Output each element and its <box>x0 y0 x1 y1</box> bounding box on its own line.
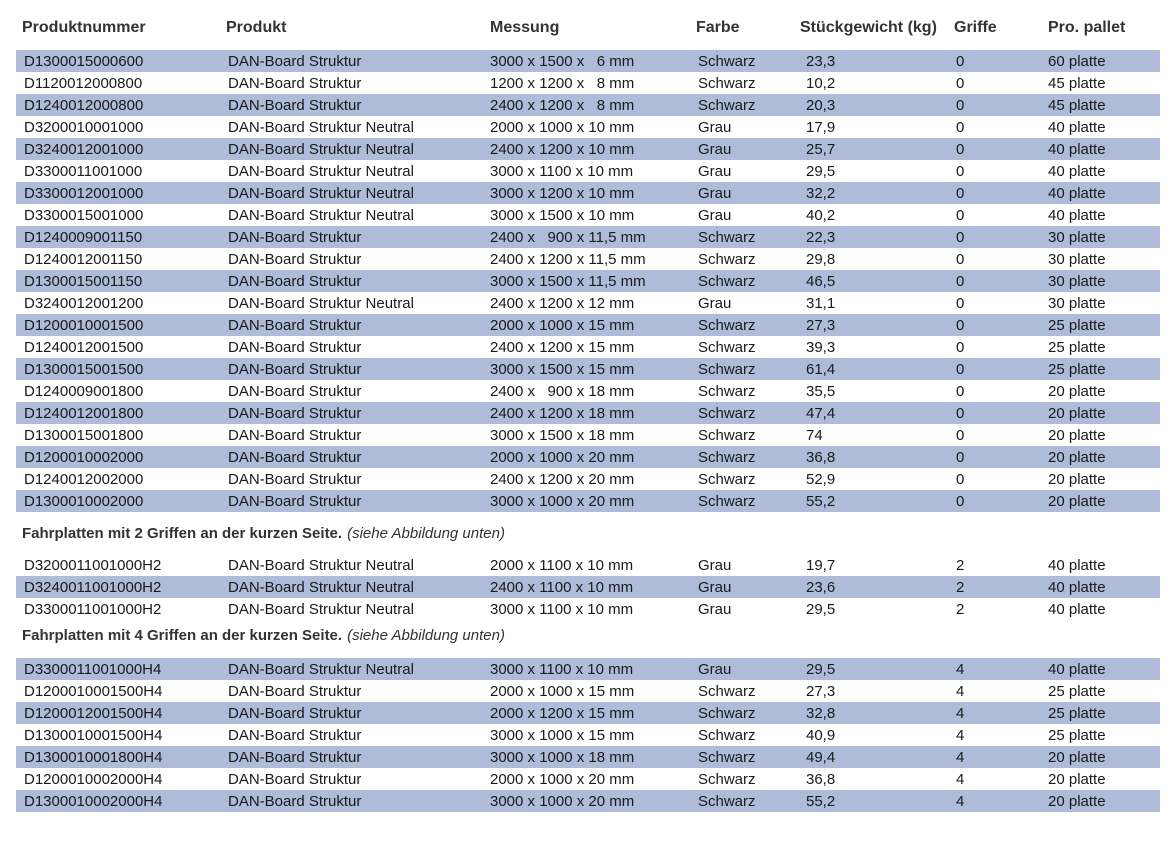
cell-produkt: DAN-Board Struktur <box>228 492 362 510</box>
cell-gewicht: 29,8 <box>806 250 836 268</box>
cell-farbe: Schwarz <box>698 228 756 246</box>
cell-produktnummer: D1300010002000H4 <box>24 792 163 810</box>
cell-gewicht: 27,3 <box>806 682 836 700</box>
cell-griffe: 0 <box>956 316 965 334</box>
table-row <box>16 554 1160 576</box>
cell-farbe: Schwarz <box>698 74 756 92</box>
cell-griffe: 4 <box>956 726 965 744</box>
cell-gewicht: 39,3 <box>806 338 836 356</box>
cell-messung: 3000 x 1100 x 10 mm <box>490 162 634 180</box>
table-row <box>16 292 1160 314</box>
cell-produkt: DAN-Board Struktur <box>228 382 362 400</box>
cell-produkt: DAN-Board Struktur Neutral <box>228 294 414 312</box>
table-row <box>16 490 1160 512</box>
table-row <box>16 680 1160 702</box>
cell-messung: 2400 x 900 x 11,5 mm <box>490 228 646 246</box>
cell-pallet: 40 platte <box>1048 206 1106 224</box>
cell-messung: 3000 x 1500 x 11,5 mm <box>490 272 646 290</box>
cell-messung: 3000 x 1500 x 15 mm <box>490 360 635 378</box>
table-row <box>16 314 1160 336</box>
cell-produkt: DAN-Board Struktur <box>228 682 362 700</box>
table-row <box>16 160 1160 182</box>
cell-griffe: 0 <box>956 140 965 158</box>
cell-griffe: 0 <box>956 206 965 224</box>
cell-produkt: DAN-Board Struktur <box>228 704 362 722</box>
cell-pallet: 20 platte <box>1048 792 1106 810</box>
cell-farbe: Grau <box>698 660 732 678</box>
cell-griffe: 0 <box>956 184 965 202</box>
cell-messung: 2000 x 1000 x 20 mm <box>490 770 635 788</box>
table-row <box>16 116 1160 138</box>
cell-gewicht: 32,2 <box>806 184 836 202</box>
cell-pallet: 25 platte <box>1048 338 1106 356</box>
cell-messung: 2400 x 900 x 18 mm <box>490 382 635 400</box>
cell-gewicht: 27,3 <box>806 316 836 334</box>
cell-messung: 2000 x 1000 x 15 mm <box>490 682 635 700</box>
section-note-2-griffe <box>16 518 1160 548</box>
cell-griffe: 0 <box>956 118 965 136</box>
cell-griffe: 0 <box>956 492 965 510</box>
cell-farbe: Schwarz <box>698 316 756 334</box>
cell-griffe: 2 <box>956 600 965 618</box>
section-note-hint: (siehe Abbildung unten) <box>347 626 505 644</box>
cell-farbe: Schwarz <box>698 448 756 466</box>
header-griffe: Griffe <box>954 19 997 36</box>
cell-pallet: 25 platte <box>1048 316 1106 334</box>
cell-pallet: 20 platte <box>1048 448 1106 466</box>
table-row <box>16 270 1160 292</box>
cell-produktnummer: D1120012000800 <box>24 74 143 92</box>
cell-griffe: 0 <box>956 272 965 290</box>
cell-gewicht: 17,9 <box>806 118 836 136</box>
cell-produktnummer: D3240012001200 <box>24 294 144 312</box>
cell-farbe: Grau <box>698 140 732 158</box>
cell-gewicht: 35,5 <box>806 382 836 400</box>
table-row <box>16 658 1160 680</box>
cell-produkt: DAN-Board Struktur Neutral <box>228 578 414 596</box>
table-row <box>16 790 1160 812</box>
cell-pallet: 40 platte <box>1048 184 1106 202</box>
cell-pallet: 40 platte <box>1048 118 1106 136</box>
cell-messung: 3000 x 1500 x 10 mm <box>490 206 635 224</box>
cell-griffe: 0 <box>956 338 965 356</box>
cell-pallet: 45 platte <box>1048 74 1106 92</box>
cell-gewicht: 19,7 <box>806 556 836 574</box>
section-note-title: Fahrplatten mit 4 Griffen an der kurzen Seite. <box>22 626 343 644</box>
cell-produkt: DAN-Board Struktur Neutral <box>228 162 414 180</box>
cell-pallet: 40 platte <box>1048 140 1106 158</box>
cell-griffe: 0 <box>956 96 965 114</box>
cell-pallet: 20 platte <box>1048 748 1106 766</box>
cell-produkt: DAN-Board Struktur <box>228 470 362 488</box>
cell-produktnummer: D1240012001800 <box>24 404 144 422</box>
cell-produkt: DAN-Board Struktur <box>228 316 362 334</box>
table-row <box>16 182 1160 204</box>
cell-messung: 3000 x 1200 x 10 mm <box>490 184 635 202</box>
table-row <box>16 746 1160 768</box>
table-header <box>16 14 1160 42</box>
cell-produkt: DAN-Board Struktur <box>228 52 362 70</box>
cell-pallet: 20 platte <box>1048 426 1106 444</box>
cell-produktnummer: D1300015001800 <box>24 426 144 444</box>
table-row <box>16 702 1160 724</box>
cell-gewicht: 74 <box>806 426 823 444</box>
cell-produktnummer: D1300010001800H4 <box>24 748 163 766</box>
cell-gewicht: 46,5 <box>806 272 836 290</box>
cell-produktnummer: D1200010002000H4 <box>24 770 163 788</box>
cell-produkt: DAN-Board Struktur <box>228 792 362 810</box>
cell-griffe: 0 <box>956 52 965 70</box>
header-produkt: Produkt <box>226 19 287 36</box>
cell-messung: 1200 x 1200 x 8 mm <box>490 74 635 92</box>
table-row <box>16 768 1160 790</box>
table-row <box>16 380 1160 402</box>
cell-gewicht: 36,8 <box>806 770 836 788</box>
cell-farbe: Grau <box>698 206 732 224</box>
cell-produkt: DAN-Board Struktur Neutral <box>228 556 414 574</box>
cell-produkt: DAN-Board Struktur <box>228 360 362 378</box>
cell-pallet: 30 platte <box>1048 272 1106 290</box>
table-row <box>16 598 1160 620</box>
cell-gewicht: 55,2 <box>806 492 836 510</box>
cell-produktnummer: D1300015000600 <box>24 52 144 70</box>
cell-gewicht: 40,9 <box>806 726 836 744</box>
table-row <box>16 468 1160 490</box>
cell-farbe: Schwarz <box>698 250 756 268</box>
cell-messung: 3000 x 1000 x 18 mm <box>490 748 635 766</box>
cell-griffe: 0 <box>956 470 965 488</box>
cell-gewicht: 20,3 <box>806 96 836 114</box>
cell-produktnummer: D3240012001000 <box>24 140 144 158</box>
cell-produkt: DAN-Board Struktur <box>228 96 362 114</box>
cell-produktnummer: D1300010001500H4 <box>24 726 163 744</box>
cell-griffe: 0 <box>956 250 965 268</box>
cell-produktnummer: D1240012001150 <box>24 250 143 268</box>
cell-produktnummer: D3200010001000 <box>24 118 144 136</box>
header-pallet: Pro. pallet <box>1048 19 1126 36</box>
cell-farbe: Grau <box>698 294 732 312</box>
cell-messung: 2400 x 1200 x 20 mm <box>490 470 635 488</box>
cell-messung: 2000 x 1000 x 15 mm <box>490 316 635 334</box>
cell-produktnummer: D1240009001800 <box>24 382 144 400</box>
product-table-main <box>16 50 1160 512</box>
cell-griffe: 0 <box>956 74 965 92</box>
cell-messung: 3000 x 1000 x 20 mm <box>490 492 635 510</box>
cell-griffe: 0 <box>956 404 965 422</box>
cell-produktnummer: D3300011001000H2 <box>24 600 162 618</box>
cell-messung: 2400 x 1200 x 8 mm <box>490 96 635 114</box>
cell-produkt: DAN-Board Struktur <box>228 272 362 290</box>
cell-farbe: Schwarz <box>698 426 756 444</box>
cell-gewicht: 29,5 <box>806 600 836 618</box>
cell-griffe: 0 <box>956 294 965 312</box>
cell-produktnummer: D3200011001000H2 <box>24 556 162 574</box>
cell-gewicht: 10,2 <box>806 74 836 92</box>
cell-gewicht: 47,4 <box>806 404 836 422</box>
header-produktnummer: Produktnummer <box>22 19 146 36</box>
cell-produkt: DAN-Board Struktur <box>228 228 362 246</box>
section-note-title: Fahrplatten mit 2 Griffen an der kurzen Seite. <box>22 524 343 542</box>
cell-messung: 3000 x 1500 x 18 mm <box>490 426 635 444</box>
cell-messung: 2400 x 1200 x 12 mm <box>490 294 635 312</box>
cell-griffe: 2 <box>956 578 965 596</box>
table-row <box>16 248 1160 270</box>
table-row <box>16 358 1160 380</box>
cell-messung: 3000 x 1000 x 15 mm <box>490 726 635 744</box>
cell-gewicht: 23,6 <box>806 578 836 596</box>
cell-gewicht: 31,1 <box>806 294 836 312</box>
cell-pallet: 20 platte <box>1048 404 1106 422</box>
cell-griffe: 0 <box>956 162 965 180</box>
cell-pallet: 20 platte <box>1048 382 1106 400</box>
cell-farbe: Grau <box>698 578 732 596</box>
cell-produkt: DAN-Board Struktur Neutral <box>228 118 414 136</box>
cell-produktnummer: D1200010001500 <box>24 316 144 334</box>
cell-pallet: 40 platte <box>1048 578 1106 596</box>
cell-farbe: Grau <box>698 184 732 202</box>
cell-produkt: DAN-Board Struktur <box>228 250 362 268</box>
cell-produktnummer: D1240012000800 <box>24 96 144 114</box>
cell-messung: 2400 x 1200 x 10 mm <box>490 140 635 158</box>
header-gewicht: Stückgewicht (kg) <box>800 19 937 36</box>
cell-produktnummer: D3300011001000 <box>24 162 143 180</box>
cell-messung: 2000 x 1100 x 10 mm <box>490 556 634 574</box>
cell-farbe: Schwarz <box>698 704 756 722</box>
cell-messung: 2400 x 1200 x 18 mm <box>490 404 635 422</box>
cell-produkt: DAN-Board Struktur <box>228 404 362 422</box>
cell-pallet: 40 platte <box>1048 556 1106 574</box>
cell-gewicht: 52,9 <box>806 470 836 488</box>
cell-messung: 2000 x 1000 x 10 mm <box>490 118 635 136</box>
cell-produkt: DAN-Board Struktur Neutral <box>228 600 414 618</box>
cell-pallet: 25 platte <box>1048 360 1106 378</box>
section-note-4-griffe <box>16 620 1160 650</box>
section-note-hint: (siehe Abbildung unten) <box>347 524 505 542</box>
cell-messung: 2000 x 1200 x 15 mm <box>490 704 635 722</box>
cell-pallet: 40 platte <box>1048 162 1106 180</box>
cell-pallet: 30 platte <box>1048 228 1106 246</box>
cell-produkt: DAN-Board Struktur Neutral <box>228 140 414 158</box>
cell-produkt: DAN-Board Struktur Neutral <box>228 184 414 202</box>
cell-griffe: 4 <box>956 792 965 810</box>
cell-produktnummer: D1300010002000 <box>24 492 144 510</box>
cell-griffe: 2 <box>956 556 965 574</box>
cell-gewicht: 23,3 <box>806 52 836 70</box>
cell-farbe: Schwarz <box>698 52 756 70</box>
cell-produktnummer: D1200010002000 <box>24 448 144 466</box>
table-row <box>16 226 1160 248</box>
cell-messung: 3000 x 1100 x 10 mm <box>490 600 634 618</box>
cell-farbe: Schwarz <box>698 404 756 422</box>
cell-griffe: 0 <box>956 448 965 466</box>
cell-gewicht: 25,7 <box>806 140 836 158</box>
cell-gewicht: 22,3 <box>806 228 836 246</box>
table-row <box>16 402 1160 424</box>
cell-produktnummer: D1240012002000 <box>24 470 144 488</box>
cell-pallet: 25 platte <box>1048 682 1106 700</box>
cell-farbe: Grau <box>698 600 732 618</box>
cell-pallet: 40 platte <box>1048 660 1106 678</box>
cell-farbe: Schwarz <box>698 492 756 510</box>
cell-produkt: DAN-Board Struktur <box>228 770 362 788</box>
cell-farbe: Schwarz <box>698 360 756 378</box>
cell-gewicht: 36,8 <box>806 448 836 466</box>
cell-produktnummer: D1300015001500 <box>24 360 144 378</box>
cell-griffe: 4 <box>956 748 965 766</box>
cell-griffe: 0 <box>956 382 965 400</box>
cell-griffe: 4 <box>956 704 965 722</box>
cell-produkt: DAN-Board Struktur <box>228 74 362 92</box>
cell-produktnummer: D1200010001500H4 <box>24 682 163 700</box>
cell-farbe: Schwarz <box>698 770 756 788</box>
table-row <box>16 724 1160 746</box>
cell-pallet: 60 platte <box>1048 52 1106 70</box>
cell-produktnummer: D3300015001000 <box>24 206 144 224</box>
cell-produkt: DAN-Board Struktur Neutral <box>228 660 414 678</box>
cell-gewicht: 29,5 <box>806 660 836 678</box>
cell-pallet: 30 platte <box>1048 294 1106 312</box>
cell-messung: 3000 x 1100 x 10 mm <box>490 660 634 678</box>
cell-gewicht: 49,4 <box>806 748 836 766</box>
cell-farbe: Schwarz <box>698 726 756 744</box>
product-table-4-griffe <box>16 658 1160 812</box>
header-messung: Messung <box>490 19 560 36</box>
table-row <box>16 446 1160 468</box>
table-row <box>16 424 1160 446</box>
cell-farbe: Schwarz <box>698 792 756 810</box>
cell-griffe: 0 <box>956 426 965 444</box>
cell-farbe: Grau <box>698 556 732 574</box>
cell-farbe: Grau <box>698 118 732 136</box>
table-row <box>16 50 1160 72</box>
cell-produktnummer: D1300015001150 <box>24 272 143 290</box>
cell-produktnummer: D1240012001500 <box>24 338 144 356</box>
cell-gewicht: 61,4 <box>806 360 836 378</box>
header-farbe: Farbe <box>696 19 740 36</box>
product-table-2-griffe <box>16 554 1160 620</box>
cell-pallet: 20 platte <box>1048 470 1106 488</box>
cell-farbe: Schwarz <box>698 748 756 766</box>
product-table-page <box>16 14 1160 812</box>
cell-gewicht: 32,8 <box>806 704 836 722</box>
cell-farbe: Schwarz <box>698 682 756 700</box>
cell-produktnummer: D3300011001000H4 <box>24 660 162 678</box>
cell-pallet: 25 platte <box>1048 704 1106 722</box>
cell-pallet: 45 platte <box>1048 96 1106 114</box>
cell-produkt: DAN-Board Struktur <box>228 338 362 356</box>
cell-gewicht: 40,2 <box>806 206 836 224</box>
cell-griffe: 4 <box>956 770 965 788</box>
cell-messung: 2400 x 1100 x 10 mm <box>490 578 634 596</box>
cell-produkt: DAN-Board Struktur <box>228 426 362 444</box>
cell-gewicht: 55,2 <box>806 792 836 810</box>
cell-produkt: DAN-Board Struktur Neutral <box>228 206 414 224</box>
cell-pallet: 25 platte <box>1048 726 1106 744</box>
cell-farbe: Schwarz <box>698 382 756 400</box>
cell-messung: 2400 x 1200 x 15 mm <box>490 338 635 356</box>
cell-messung: 3000 x 1500 x 6 mm <box>490 52 635 70</box>
table-row <box>16 138 1160 160</box>
cell-pallet: 20 platte <box>1048 492 1106 510</box>
cell-produktnummer: D1200012001500H4 <box>24 704 163 722</box>
cell-pallet: 30 platte <box>1048 250 1106 268</box>
cell-griffe: 4 <box>956 682 965 700</box>
cell-pallet: 20 platte <box>1048 770 1106 788</box>
table-row <box>16 94 1160 116</box>
cell-griffe: 0 <box>956 360 965 378</box>
cell-griffe: 4 <box>956 660 965 678</box>
table-row <box>16 336 1160 358</box>
cell-messung: 2000 x 1000 x 20 mm <box>490 448 635 466</box>
cell-farbe: Grau <box>698 162 732 180</box>
cell-produkt: DAN-Board Struktur <box>228 748 362 766</box>
cell-produktnummer: D1240009001150 <box>24 228 143 246</box>
cell-farbe: Schwarz <box>698 338 756 356</box>
cell-produkt: DAN-Board Struktur <box>228 726 362 744</box>
cell-farbe: Schwarz <box>698 96 756 114</box>
cell-gewicht: 29,5 <box>806 162 836 180</box>
cell-messung: 3000 x 1000 x 20 mm <box>490 792 635 810</box>
cell-farbe: Schwarz <box>698 470 756 488</box>
table-row <box>16 204 1160 226</box>
cell-produktnummer: D3240011001000H2 <box>24 578 162 596</box>
cell-messung: 2400 x 1200 x 11,5 mm <box>490 250 646 268</box>
table-row <box>16 576 1160 598</box>
cell-produkt: DAN-Board Struktur <box>228 448 362 466</box>
cell-pallet: 40 platte <box>1048 600 1106 618</box>
cell-farbe: Schwarz <box>698 272 756 290</box>
cell-griffe: 0 <box>956 228 965 246</box>
cell-produktnummer: D3300012001000 <box>24 184 144 202</box>
table-row <box>16 72 1160 94</box>
